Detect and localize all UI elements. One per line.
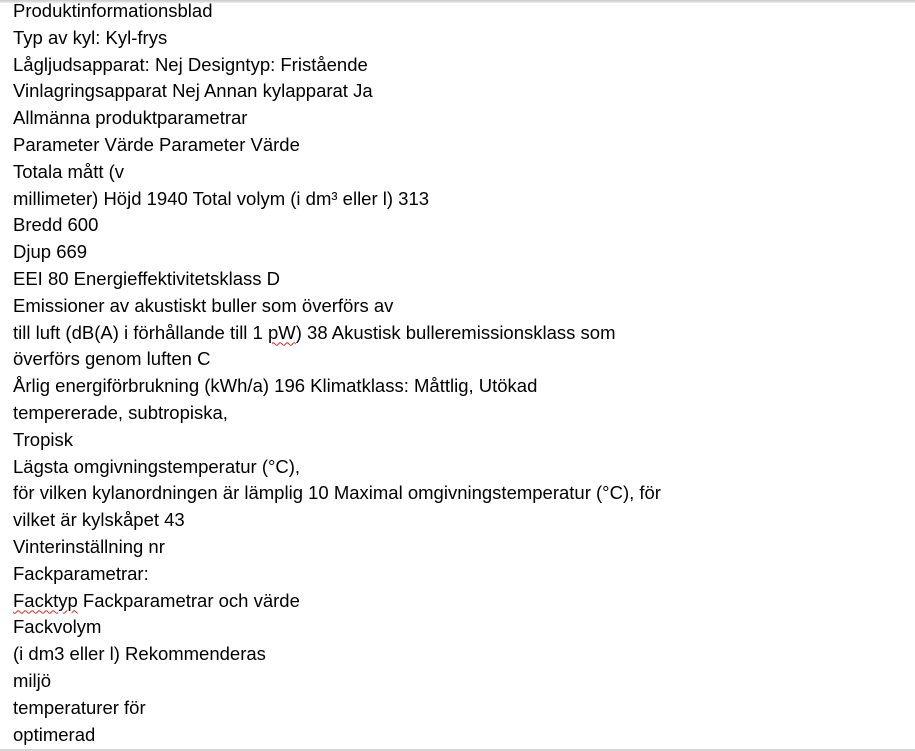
doc-line: Djup 669: [13, 241, 88, 263]
doc-line: Lägsta omgivningstemperatur (°C),: [13, 455, 301, 477]
doc-line: Bredd 600: [13, 214, 99, 236]
doc-line: överförs genom luften C: [13, 348, 211, 370]
doc-line: vilket är kylskåpet 43: [13, 509, 185, 531]
doc-line: Lågljudsapparat: Nej Designtyp: Fristående: [13, 53, 368, 75]
doc-line: tempererade, subtropiska,: [13, 401, 228, 423]
doc-line: Emissioner av akustiskt buller som överförs av: [13, 294, 394, 316]
doc-line: Vinterinställning nr: [13, 535, 165, 557]
doc-title: Produktinformationsblad: [13, 0, 213, 21]
spellcheck-flagged-word[interactable]: Facktyp: [13, 589, 78, 611]
doc-line: [13, 320, 903, 347]
doc-line: miljö: [13, 669, 52, 691]
doc-line: Årlig energiförbrukning (kWh/a) 196 Klimatklass: Måttlig, Utökad: [13, 375, 538, 397]
doc-line: [13, 588, 903, 615]
doc-line: Allmänna produktparametrar: [13, 107, 248, 129]
doc-line: Typ av kyl: Kyl-frys: [13, 26, 168, 48]
doc-line: för vilken kylanordningen är lämplig 10 Maximal omgivningstemperatur (°C), för: [13, 482, 661, 504]
doc-line: Vinlagringsapparat Nej Annan kylapparat Ja: [13, 80, 373, 102]
doc-text-segment: ) 38 Akustisk bulleremissionsklass som: [295, 321, 616, 343]
spellcheck-flagged-word[interactable]: pW: [268, 321, 296, 343]
doc-line: millimeter) Höjd 1940 Total volym (i dm³ eller l) 313: [13, 187, 430, 209]
doc-text-segment: till luft (dB(A) i förhållande till 1: [13, 321, 268, 343]
doc-line: EEI 80 Energieffektivitetsklass D: [13, 267, 281, 289]
doc-line: Totala mått (v: [13, 160, 125, 182]
doc-line: temperaturer för: [13, 696, 146, 718]
document-body[interactable]: [13, 0, 903, 748]
doc-line: Fackparametrar:: [13, 562, 149, 584]
doc-line: Tropisk: [13, 428, 73, 450]
doc-text-segment: Fackparametrar och värde: [77, 589, 300, 611]
doc-line: Fackvolym: [13, 616, 102, 638]
doc-line: optimerad: [13, 723, 96, 745]
doc-line: (i dm3 eller l) Rekommenderas: [13, 643, 266, 665]
doc-line: Parameter Värde Parameter Värde: [13, 133, 300, 155]
